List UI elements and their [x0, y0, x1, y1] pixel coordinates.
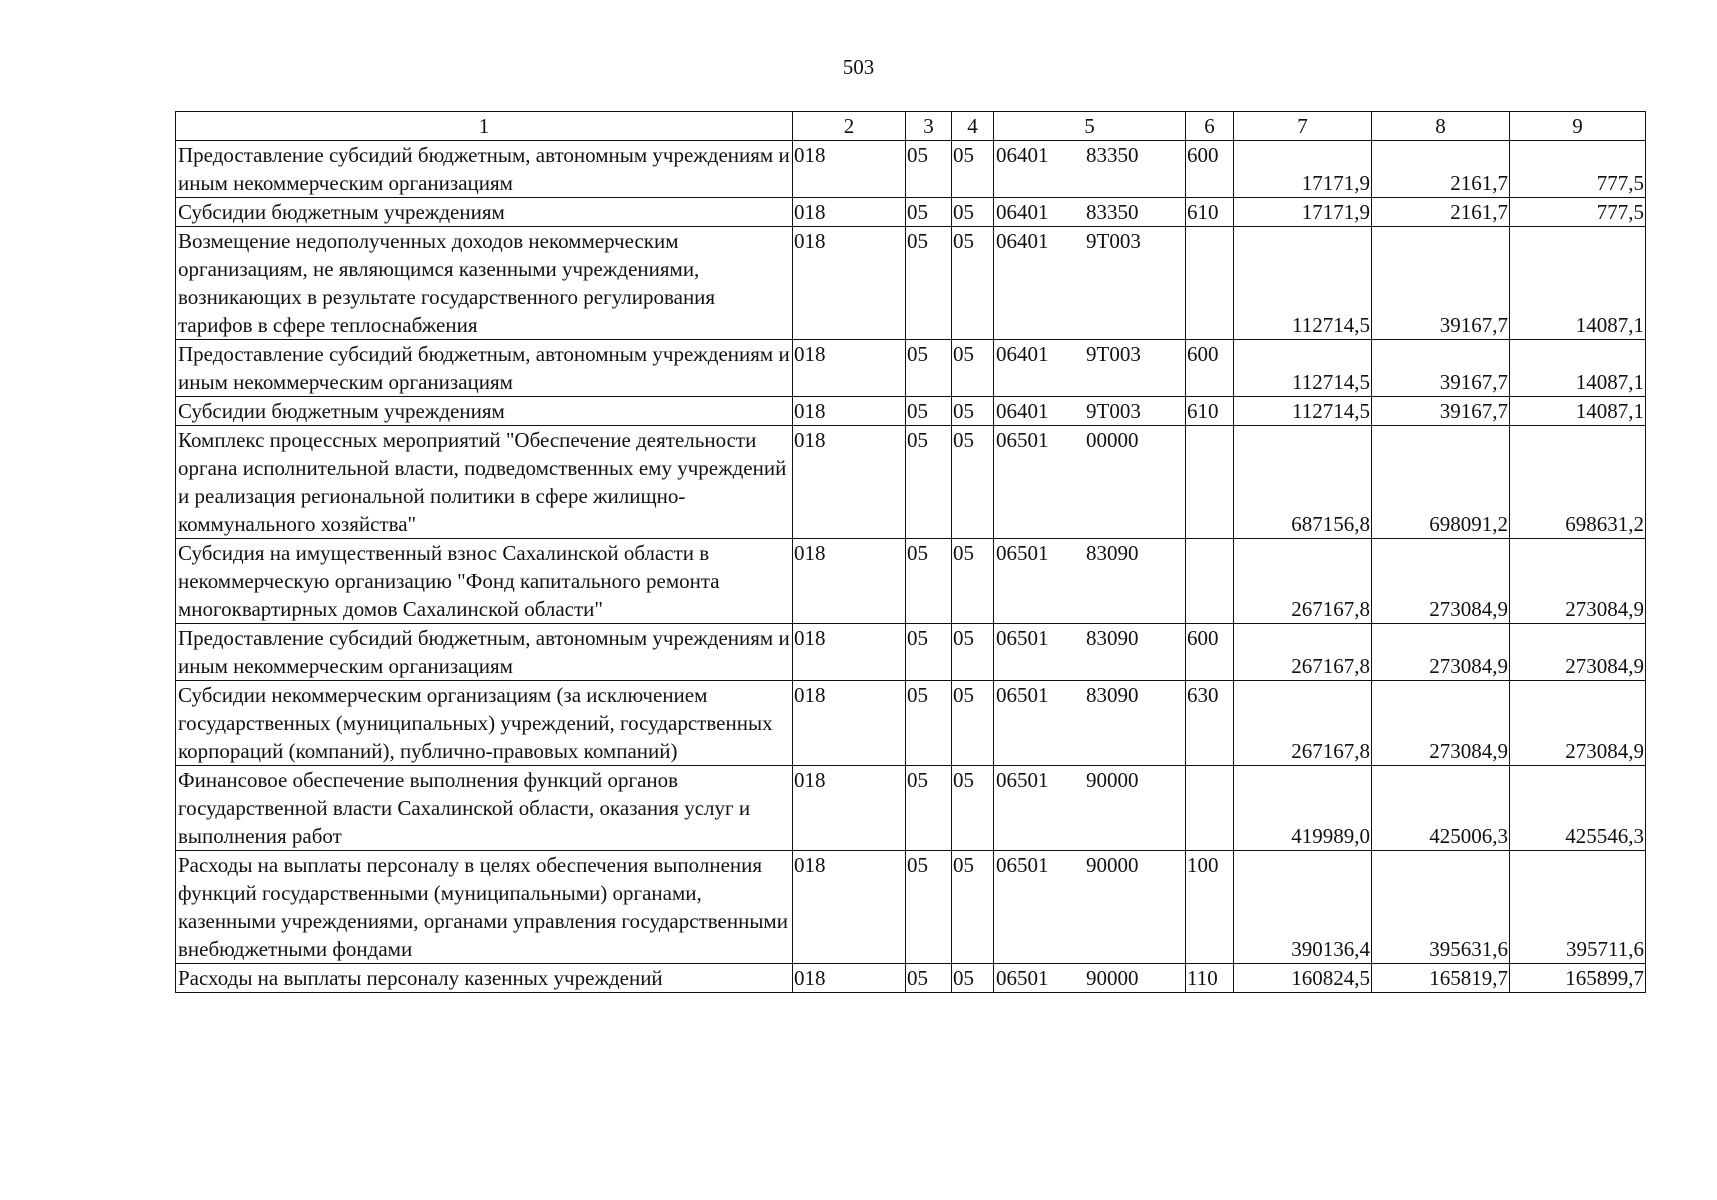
- row-description: Субсидии бюджетным учреждениям: [176, 397, 793, 426]
- direction-code: 90000: [1086, 768, 1139, 792]
- amount-year-2: 273084,9: [1372, 681, 1510, 766]
- program-code: 06401: [996, 399, 1049, 423]
- amount-year-2: 395631,6: [1372, 851, 1510, 964]
- section-code: 05: [906, 141, 952, 198]
- section-code: 05: [906, 340, 952, 397]
- ministry-code: 018: [793, 426, 906, 539]
- program-code: 06401: [996, 342, 1049, 366]
- target-article-code: [994, 397, 1186, 426]
- amount-year-3: 777,5: [1510, 198, 1646, 227]
- section-code: 05: [906, 851, 952, 964]
- direction-code: 83090: [1086, 626, 1139, 650]
- amount-year-1: 687156,8: [1234, 426, 1372, 539]
- direction-code: 83350: [1086, 200, 1139, 224]
- expense-type-code: [1186, 766, 1234, 851]
- table-row: [176, 198, 1646, 227]
- amount-year-2: 273084,9: [1372, 624, 1510, 681]
- subsection-code: 05: [952, 851, 994, 964]
- direction-code: 00000: [1086, 428, 1139, 452]
- column-header: 3: [906, 112, 952, 141]
- amount-year-1: 112714,5: [1234, 397, 1372, 426]
- target-article-code: [994, 964, 1186, 993]
- section-code: 05: [906, 426, 952, 539]
- section-code: 05: [906, 681, 952, 766]
- ministry-code: 018: [793, 851, 906, 964]
- budget-table: [175, 111, 1646, 993]
- table-row: [176, 227, 1646, 340]
- table-row: [176, 539, 1646, 624]
- amount-year-3: 273084,9: [1510, 539, 1646, 624]
- page-number: 503: [842, 55, 875, 79]
- ministry-code: 018: [793, 766, 906, 851]
- subsection-code: 05: [952, 340, 994, 397]
- target-article-code: [994, 426, 1186, 539]
- target-article-code: [994, 227, 1186, 340]
- expense-type-code: 600: [1186, 141, 1234, 198]
- amount-year-1: 112714,5: [1234, 227, 1372, 340]
- row-description: Субсидия на имущественный взнос Сахалинской области в некоммерческую организацию "Фонд капитального ремонта многоквартирных домов Сахалинской области": [176, 539, 793, 624]
- amount-year-1: 112714,5: [1234, 340, 1372, 397]
- subsection-code: 05: [952, 681, 994, 766]
- amount-year-2: 698091,2: [1372, 426, 1510, 539]
- expense-type-code: 610: [1186, 397, 1234, 426]
- table-row: [176, 397, 1646, 426]
- ministry-code: 018: [793, 681, 906, 766]
- section-code: 05: [906, 766, 952, 851]
- subsection-code: 05: [952, 397, 994, 426]
- table-row: [176, 766, 1646, 851]
- amount-year-3: 165899,7: [1510, 964, 1646, 993]
- row-description: Расходы на выплаты персоналу казенных учреждений: [176, 964, 793, 993]
- target-article-code: [994, 766, 1186, 851]
- row-description: Предоставление субсидий бюджетным, автономным учреждениям и иным некоммерческим организациям: [176, 141, 793, 198]
- section-code: 05: [906, 624, 952, 681]
- subsection-code: 05: [952, 198, 994, 227]
- header-row: [176, 112, 1646, 141]
- expense-type-code: [1186, 426, 1234, 539]
- section-code: 05: [906, 964, 952, 993]
- subsection-code: 05: [952, 227, 994, 340]
- amount-year-3: 698631,2: [1510, 426, 1646, 539]
- target-article-code: [994, 539, 1186, 624]
- amount-year-1: 419989,0: [1234, 766, 1372, 851]
- expense-type-code: 610: [1186, 198, 1234, 227]
- target-article-code: [994, 340, 1186, 397]
- row-description: Расходы на выплаты персоналу в целях обеспечения выполнения функций государственными (муниципальными) органами, казенными учреждениями, органами управления государственными внебюджетными фондами: [176, 851, 793, 964]
- column-header: 4: [952, 112, 994, 141]
- table-row: [176, 851, 1646, 964]
- column-header: 2: [793, 112, 906, 141]
- table-row: [176, 426, 1646, 539]
- amount-year-3: 14087,1: [1510, 340, 1646, 397]
- expense-type-code: 630: [1186, 681, 1234, 766]
- direction-code: 90000: [1086, 966, 1139, 990]
- program-code: 06501: [996, 428, 1049, 452]
- amount-year-2: 39167,7: [1372, 340, 1510, 397]
- subsection-code: 05: [952, 426, 994, 539]
- expense-type-code: [1186, 539, 1234, 624]
- amount-year-2: 425006,3: [1372, 766, 1510, 851]
- amount-year-1: 267167,8: [1234, 624, 1372, 681]
- section-code: 05: [906, 227, 952, 340]
- subsection-code: 05: [952, 624, 994, 681]
- ministry-code: 018: [793, 227, 906, 340]
- program-code: 06501: [996, 541, 1049, 565]
- amount-year-3: 395711,6: [1510, 851, 1646, 964]
- table-row: [176, 141, 1646, 198]
- program-code: 06501: [996, 768, 1049, 792]
- section-code: 05: [906, 397, 952, 426]
- program-code: 06401: [996, 143, 1049, 167]
- target-article-code: [994, 681, 1186, 766]
- amount-year-2: 39167,7: [1372, 397, 1510, 426]
- amount-year-2: 39167,7: [1372, 227, 1510, 340]
- column-header: 9: [1510, 112, 1646, 141]
- subsection-code: 05: [952, 766, 994, 851]
- subsection-code: 05: [952, 964, 994, 993]
- program-code: 06401: [996, 200, 1049, 224]
- row-description: Предоставление субсидий бюджетным, автономным учреждениям и иным некоммерческим организациям: [176, 624, 793, 681]
- row-description: Субсидии бюджетным учреждениям: [176, 198, 793, 227]
- ministry-code: 018: [793, 198, 906, 227]
- column-header: 6: [1186, 112, 1234, 141]
- column-header: 5: [994, 112, 1186, 141]
- subsection-code: 05: [952, 141, 994, 198]
- program-code: 06501: [996, 683, 1049, 707]
- program-code: 06501: [996, 626, 1049, 650]
- expense-type-code: 600: [1186, 340, 1234, 397]
- program-code: 06501: [996, 966, 1049, 990]
- ministry-code: 018: [793, 340, 906, 397]
- direction-code: 83350: [1086, 143, 1139, 167]
- row-description: Финансовое обеспечение выполнения функций органов государственной власти Сахалинской области, оказания услуг и выполнения работ: [176, 766, 793, 851]
- amount-year-2: 273084,9: [1372, 539, 1510, 624]
- ministry-code: 018: [793, 539, 906, 624]
- direction-code: 9Т003: [1086, 399, 1141, 423]
- ministry-code: 018: [793, 397, 906, 426]
- amount-year-3: 14087,1: [1510, 397, 1646, 426]
- target-article-code: [994, 141, 1186, 198]
- expense-type-code: 600: [1186, 624, 1234, 681]
- table-row: [176, 964, 1646, 993]
- amount-year-2: 165819,7: [1372, 964, 1510, 993]
- program-code: 06501: [996, 853, 1049, 877]
- table-row: [176, 340, 1646, 397]
- column-header: 8: [1372, 112, 1510, 141]
- column-header: 1: [176, 112, 793, 141]
- program-code: 06401: [996, 229, 1049, 253]
- amount-year-1: 160824,5: [1234, 964, 1372, 993]
- amount-year-1: 390136,4: [1234, 851, 1372, 964]
- amount-year-2: 2161,7: [1372, 141, 1510, 198]
- direction-code: 83090: [1086, 683, 1139, 707]
- amount-year-1: 17171,9: [1234, 141, 1372, 198]
- amount-year-3: 273084,9: [1510, 624, 1646, 681]
- expense-type-code: 110: [1186, 964, 1234, 993]
- direction-code: 9Т003: [1086, 229, 1141, 253]
- table-row: [176, 681, 1646, 766]
- target-article-code: [994, 198, 1186, 227]
- amount-year-3: 14087,1: [1510, 227, 1646, 340]
- direction-code: 9Т003: [1086, 342, 1141, 366]
- ministry-code: 018: [793, 141, 906, 198]
- row-description: Возмещение недополученных доходов некоммерческим организациям, не являющимся казенными учреждениями, возникающих в результате государственного регулирования тарифов в сфере теплоснабжения: [176, 227, 793, 340]
- direction-code: 90000: [1086, 853, 1139, 877]
- amount-year-1: 267167,8: [1234, 539, 1372, 624]
- amount-year-3: 777,5: [1510, 141, 1646, 198]
- row-description: Предоставление субсидий бюджетным, автономным учреждениям и иным некоммерческим организациям: [176, 340, 793, 397]
- section-code: 05: [906, 198, 952, 227]
- table-row: [176, 624, 1646, 681]
- direction-code: 83090: [1086, 541, 1139, 565]
- section-code: 05: [906, 539, 952, 624]
- expense-type-code: 100: [1186, 851, 1234, 964]
- ministry-code: 018: [793, 964, 906, 993]
- subsection-code: 05: [952, 539, 994, 624]
- amount-year-3: 273084,9: [1510, 681, 1646, 766]
- amount-year-2: 2161,7: [1372, 198, 1510, 227]
- amount-year-1: 17171,9: [1234, 198, 1372, 227]
- amount-year-3: 425546,3: [1510, 766, 1646, 851]
- amount-year-1: 267167,8: [1234, 681, 1372, 766]
- target-article-code: [994, 851, 1186, 964]
- row-description: Комплекс процессных мероприятий "Обеспечение деятельности органа исполнительной власти, подведомственных ему учреждений и реализация региональной политики в сфере жилищно-коммунального хозяйства": [176, 426, 793, 539]
- ministry-code: 018: [793, 624, 906, 681]
- expense-type-code: [1186, 227, 1234, 340]
- target-article-code: [994, 624, 1186, 681]
- column-header: 7: [1234, 112, 1372, 141]
- row-description: Субсидии некоммерческим организациям (за исключением государственных (муниципальных) учреждений, государственных корпораций (компаний), публично-правовых компаний): [176, 681, 793, 766]
- table-body: [176, 141, 1646, 993]
